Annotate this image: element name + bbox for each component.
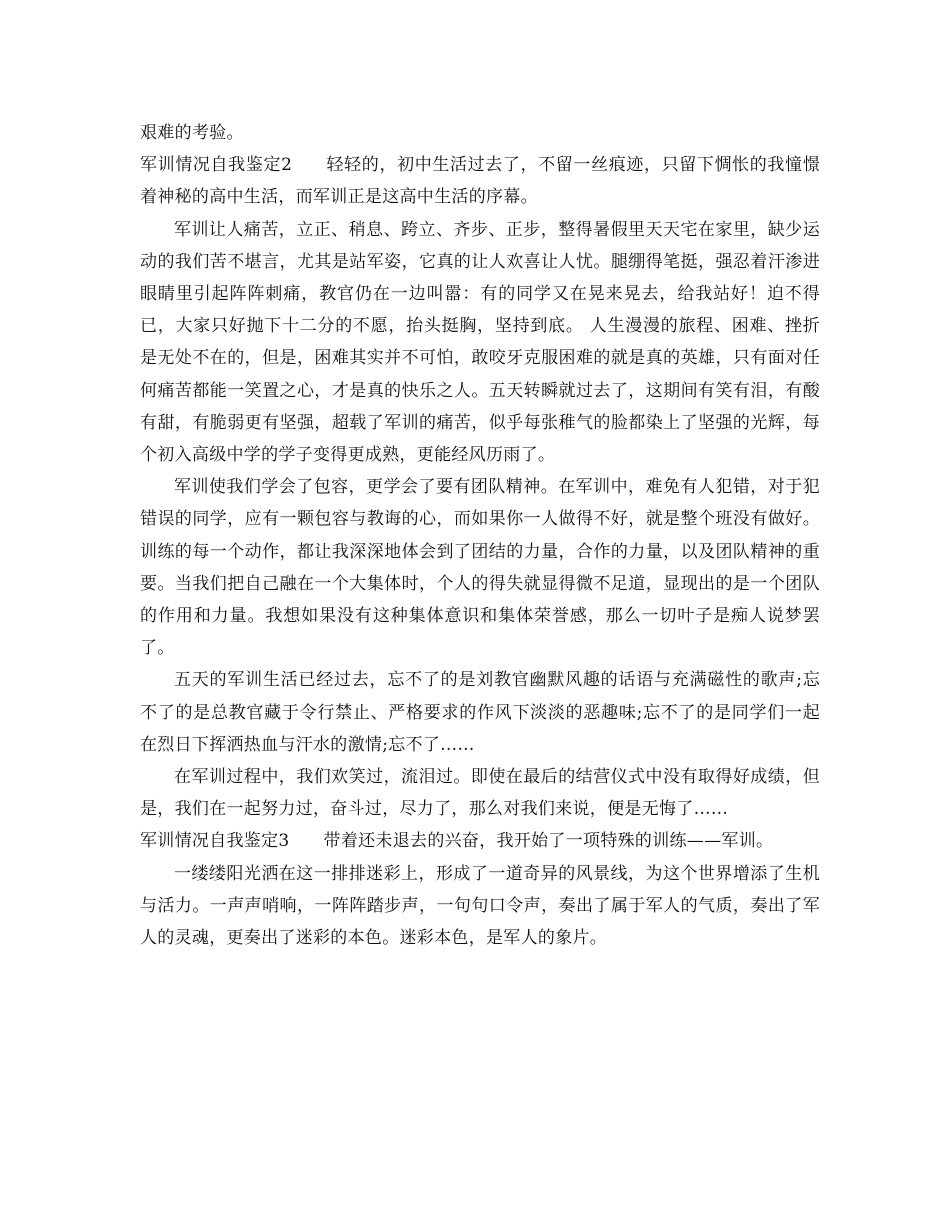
paragraph-teamwork: 军训使我们学会了包容，更学会了要有团队精神。在军训中，难免有人犯错，对于犯错误的同学，应有一颗包容与教诲的心，而如果你一人做得不好，就是整个班没有做好。训练的每一个动作，都让我深深地体会到了团结的力量，合作的力量，以及团队精神的重要。当我们把自己融在一个大集体时，个人的得失就显得微不足道，显现出的是一个团队的作用和力量。我想如果没有这种集体意识和集体荣誉感，那么一切叶子是痴人说梦罢了。 xyxy=(140,477,820,659)
section-2-title: 军训情况自我鉴定2 xyxy=(140,155,293,176)
paragraph-camouflage: 一缕缕阳光洒在这一排排迷彩上，形成了一道奇异的风景线，为这个世界增添了生机与活力。一声声哨响，一阵阵踏步声，一句句口令声，奏出了属于军人的气质，奏出了军人的灵魂，更奏出了迷彩的本色。迷彩本色，是军人的象片。 xyxy=(140,863,820,949)
paragraph-no-regrets: 在军训过程中，我们欢笑过，流泪过。即使在最后的结营仪式中没有取得好成绩，但是，我们在一起努力过，奋斗过，尽力了，那么对我们来说，便是无悔了…… xyxy=(140,767,820,820)
section-3-heading-paragraph xyxy=(140,825,820,857)
section-2-heading-paragraph xyxy=(140,149,820,213)
section-2-intro: 轻轻的，初中生活过去了，不留一丝痕迹，只留下惆怅的我憧憬着神秘的高中生活，而军训正是这高中生活的序幕。 xyxy=(140,155,820,208)
section-3-intro: 带着还未退去的兴奋，我开始了一项特殊的训练——军训。 xyxy=(323,831,774,852)
paragraph-continuation: 艰难的考验。 xyxy=(140,123,244,143)
paragraph-training-pain: 军训让人痛苦，立正、稍息、跨立、齐步、正步，整得暑假里天天宅在家里，缺少运动的我们苦不堪言，尤其是站军姿，它真的让人欢喜让人忧。腿绷得笔挺，强忍着汗渗进眼睛里引起阵阵刺痛，教官仍在一边叫嚣：有的同学又在晃来晃去，给我站好！迫不得已，大家只好抛下十二分的不愿，抬头挺胸，坚持到底。 人生漫漫的旅程、困难、挫折是无处不在的，但是，困难其实并不可怕，敢咬牙克服困难的就是真的英雄，只有面对任何痛苦都能一笑置之心，才是真的快乐之人。五天转瞬就过去了，这期间有笑有泪，有酸有甜，有脆弱更有坚强，超载了军训的痛苦，似乎每张稚气的脸都染上了坚强的光辉，每个初入高级中学的学子变得更成熟，更能经风历雨了。 xyxy=(140,219,820,466)
paragraph-memories: 五天的军训生活已经过去，忘不了的是刘教官幽默风趣的话语与充满磁性的歌声;忘不了的是总教官藏于令行禁止、严格要求的作风下淡淡的恶趣味;忘不了的是同学们一起在烈日下挥洒热血与汗水的激情;忘不了…… xyxy=(140,670,820,755)
section-3-title: 军训情况自我鉴定3 xyxy=(140,831,290,852)
